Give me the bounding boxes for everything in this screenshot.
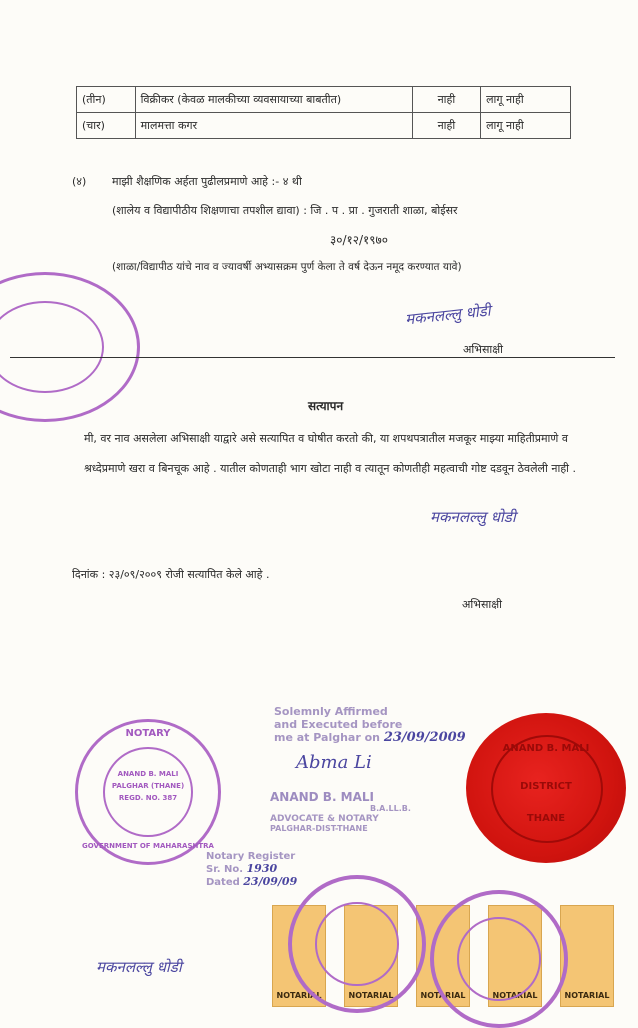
advocate-name: ANAND B. MALI xyxy=(270,790,375,804)
revenue-stamp: NOTARIAL xyxy=(344,905,398,1007)
table-row xyxy=(77,113,571,139)
register-number: 1930 xyxy=(246,862,278,875)
row-item: मालमत्ता कगर xyxy=(135,113,412,139)
red-seal-top: ANAND B. MALI xyxy=(502,743,590,754)
education-line-3: (शाळा/विद्यापीठ यांचे नाव व ज्यावर्षी अभ्यासक्रम पुर्ण केला ते वर्ष देऊन नमूद करण्यात यावे) xyxy=(112,261,462,273)
notary-seal-partial xyxy=(0,272,140,422)
red-wax-seal xyxy=(466,713,626,863)
education-line-2: (शालेय व विद्यापीठीय शिक्षणाचा तपशील द्यावा) : जि . प . प्रा . गुजराती शाळा, बोईसर xyxy=(112,204,458,217)
divider-line xyxy=(10,357,615,358)
advocate-stamp xyxy=(270,790,440,834)
register-date: 23/09/09 xyxy=(243,875,298,888)
revenue-stamp: NOTARIAL xyxy=(560,905,614,1007)
red-seal-mid: DISTRICT xyxy=(520,781,572,792)
verification-body: मी, वर नाव असलेला अभिसाक्षी याद्वारे असे सत्यापित व घोषीत करतो की, या शपथपत्रातील मजकूर माझ्या माहितीप्रमाणे व श्रध्देप्रमाणे खरा व बिनचूक आहे . यातील कोणताही भाग खोटा नाही व त्यातून कोणतीही महत्वाची गोष्ट दडवून ठेवलेली नाही . xyxy=(84,432,576,475)
notary-seal-overlay xyxy=(288,875,426,1013)
revenue-stamp: NOTARIAL xyxy=(416,905,470,1007)
verification-title: सत्यापन xyxy=(308,399,344,413)
red-seal-bottom: THANE xyxy=(526,813,566,824)
notary-seal-line: ANAND B. MALI xyxy=(117,770,179,778)
notary-seal-bottom-text: GOVERNMENT OF MAHARASHTRA xyxy=(82,842,214,850)
education-line-1: माझी शैक्षणिक अर्हता पुढीलप्रमाणे आहे :- ४ थी xyxy=(112,175,302,188)
advocate-title: ADVOCATE & NOTARY xyxy=(270,814,379,824)
affirm-line: me at Palghar on 23/09/2009 xyxy=(274,730,466,745)
affirm-line: and Executed before xyxy=(274,718,403,731)
deponent-label-1: अभिसाक्षी xyxy=(463,343,504,356)
notary-signature: Abma Li xyxy=(296,752,372,773)
notary-seal-top-text: NOTARY xyxy=(125,728,171,739)
advocate-place: PALGHAR-DIST-THANE xyxy=(270,824,368,833)
notary-register-stamp: Notary Register Sr. No. 1930 Dated 23/09/09 xyxy=(206,851,298,888)
education-number: (४) xyxy=(72,175,87,188)
affirmation-stamp xyxy=(274,705,466,744)
deponent-signature-3: मकनलल्लु धोडी xyxy=(96,958,182,976)
row-number: (चार) xyxy=(77,113,136,139)
notary-seal-line: PALGHAR (THANE) xyxy=(111,782,185,790)
deponent-signature-1: मकनलल्लु धोडी xyxy=(404,301,492,329)
table-row xyxy=(77,87,571,113)
notary-seal-line: REGD. NO. 387 xyxy=(118,794,178,802)
row-item: विक्रीकर (केवळ मालकीच्या व्यवसायाच्या बाबतीत) xyxy=(135,87,412,113)
row-status: लागू नाही xyxy=(481,87,571,113)
deponent-label-2: अभिसाक्षी xyxy=(462,598,503,611)
education-date: ३०/१२/१९७० xyxy=(330,233,389,247)
affirm-line: Solemnly Affirmed xyxy=(274,705,388,718)
revenue-stamp: NOTARIAL xyxy=(272,905,326,1007)
row-number: (तीन) xyxy=(77,87,136,113)
row-answer: नाही xyxy=(412,87,480,113)
assets-table xyxy=(76,86,571,139)
row-answer: नाही xyxy=(412,113,480,139)
deponent-signature-2: मकनलल्लु धोडी xyxy=(430,508,516,526)
notary-seal-overlay xyxy=(430,890,568,1028)
notary-seal xyxy=(75,719,221,865)
advocate-degree: B.A.LL.B. xyxy=(370,804,411,813)
row-status: लागू नाही xyxy=(481,113,571,139)
verification-date-line: दिनांक : २३/०९/२००९ रोजी सत्यापित केले आहे . xyxy=(72,568,270,581)
revenue-stamp: NOTARIAL xyxy=(488,905,542,1007)
affirm-date: 23/09/2009 xyxy=(383,730,466,745)
